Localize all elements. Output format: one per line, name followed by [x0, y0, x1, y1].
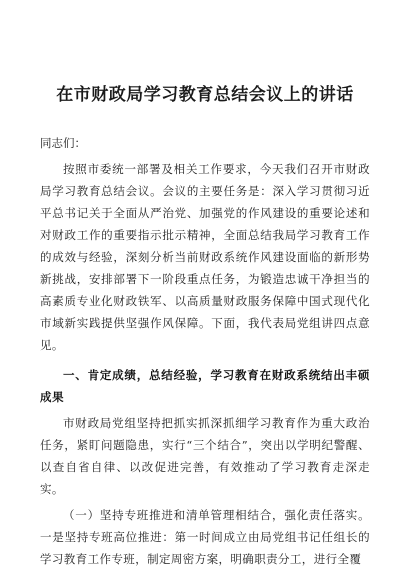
- salutation: 同志们：: [40, 136, 86, 150]
- paragraph-intro: 按照市委统一部署及相关工作要求，今天我们召开市财政局学习教育总结会议。会议的主要任务是：深入学习贯彻习近平总书记关于全面从严治党、加强党的作风建设的重要论述和对财政工作的重要指示批示精神，全面总结我局学习教育工作的成效与经验，深刻分析当前财政系统作风建设面临的新形势新挑战，安排部署下一阶段重点任务，为锻造忠诚干净担当的高素质专业化财政铁军、以高质量财政服务保障中国式现代化市域新实践提供坚强作风保障。下面，我代表局党组讲四点意见。: [40, 162, 370, 352]
- section-heading-1: 一、肯定成绩，总结经验，学习教育在财政系统结出丰硕成果: [40, 368, 370, 404]
- document-title: 在市财政局学习教育总结会议上的讲话: [56, 85, 354, 105]
- paragraph-section-1-intro: 市财政局党组坚持把抓实抓深抓细学习教育作为重大政治任务，紧盯问题隐患，实行“三个结合”，突出以学明纪警醒、以查自省自律、以改促进完善，有效推动了学习教育走深走实。: [40, 416, 370, 496]
- paragraph-subsection-1: （一）坚持专班推进和清单管理相结合，强化责任落实。一是坚持专班高位推进：第一时间成立由局党组书记任组长的学习教育工作专班，制定周密方案，明确职责分工，进行全覆: [40, 508, 370, 566]
